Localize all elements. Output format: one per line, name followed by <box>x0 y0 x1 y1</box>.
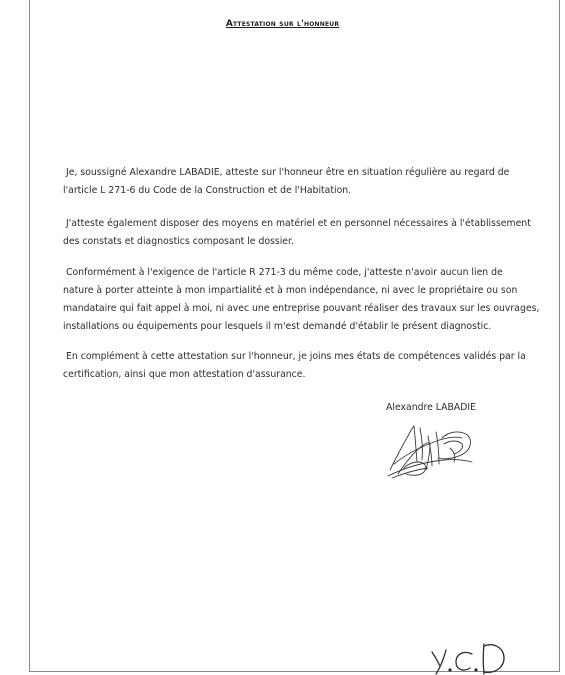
paragraph-impartiality <box>63 264 540 336</box>
signer-name: Alexandre LABADIE <box>386 402 477 413</box>
paragraph-line: l'article L 271-6 du Code de la Construction et de l'Habitation. <box>63 185 352 196</box>
paragraph-line: En complément à cette attestation sur l'honneur, je joins mes états de compétences validés par la <box>66 351 526 362</box>
handwritten-initials <box>428 640 508 675</box>
paragraph-line: nature à porter atteinte à mon impartialité et à mon indépendance, ni avec le propriétaire ou son <box>63 285 518 296</box>
paragraph-complement <box>63 348 535 384</box>
paragraph-line: installations ou équipements pour lesquels il m'est demandé d'établir le présent diagnostic. <box>63 321 492 332</box>
paragraph-line: certification, ainsi que mon attestation d'assurance. <box>63 369 306 380</box>
paragraph-line: mandataire qui fait appel à moi, ni avec une entreprise pouvant réaliser des travaux sur les ouvrages, <box>63 303 540 314</box>
paragraph-line: Conformément à l'exigence de l'article R 271-3 du même code, j'atteste n'avoir aucun lien de <box>66 267 503 278</box>
page-border <box>29 0 560 672</box>
paragraph-attestation <box>63 164 535 200</box>
paragraph-line: Je, soussigné Alexandre LABADIE, atteste sur l'honneur être en situation régulière au regard de <box>66 167 510 178</box>
paragraph-means <box>63 215 535 251</box>
handwritten-signature <box>384 418 476 480</box>
paragraph-line: J'atteste également disposer des moyens en matériel et en personnel nécessaires à l'établissement <box>66 218 531 229</box>
document-title: Attestation sur l'honneur <box>225 19 340 29</box>
paragraph-line: des constats et diagnostics composant le dossier. <box>63 236 294 247</box>
